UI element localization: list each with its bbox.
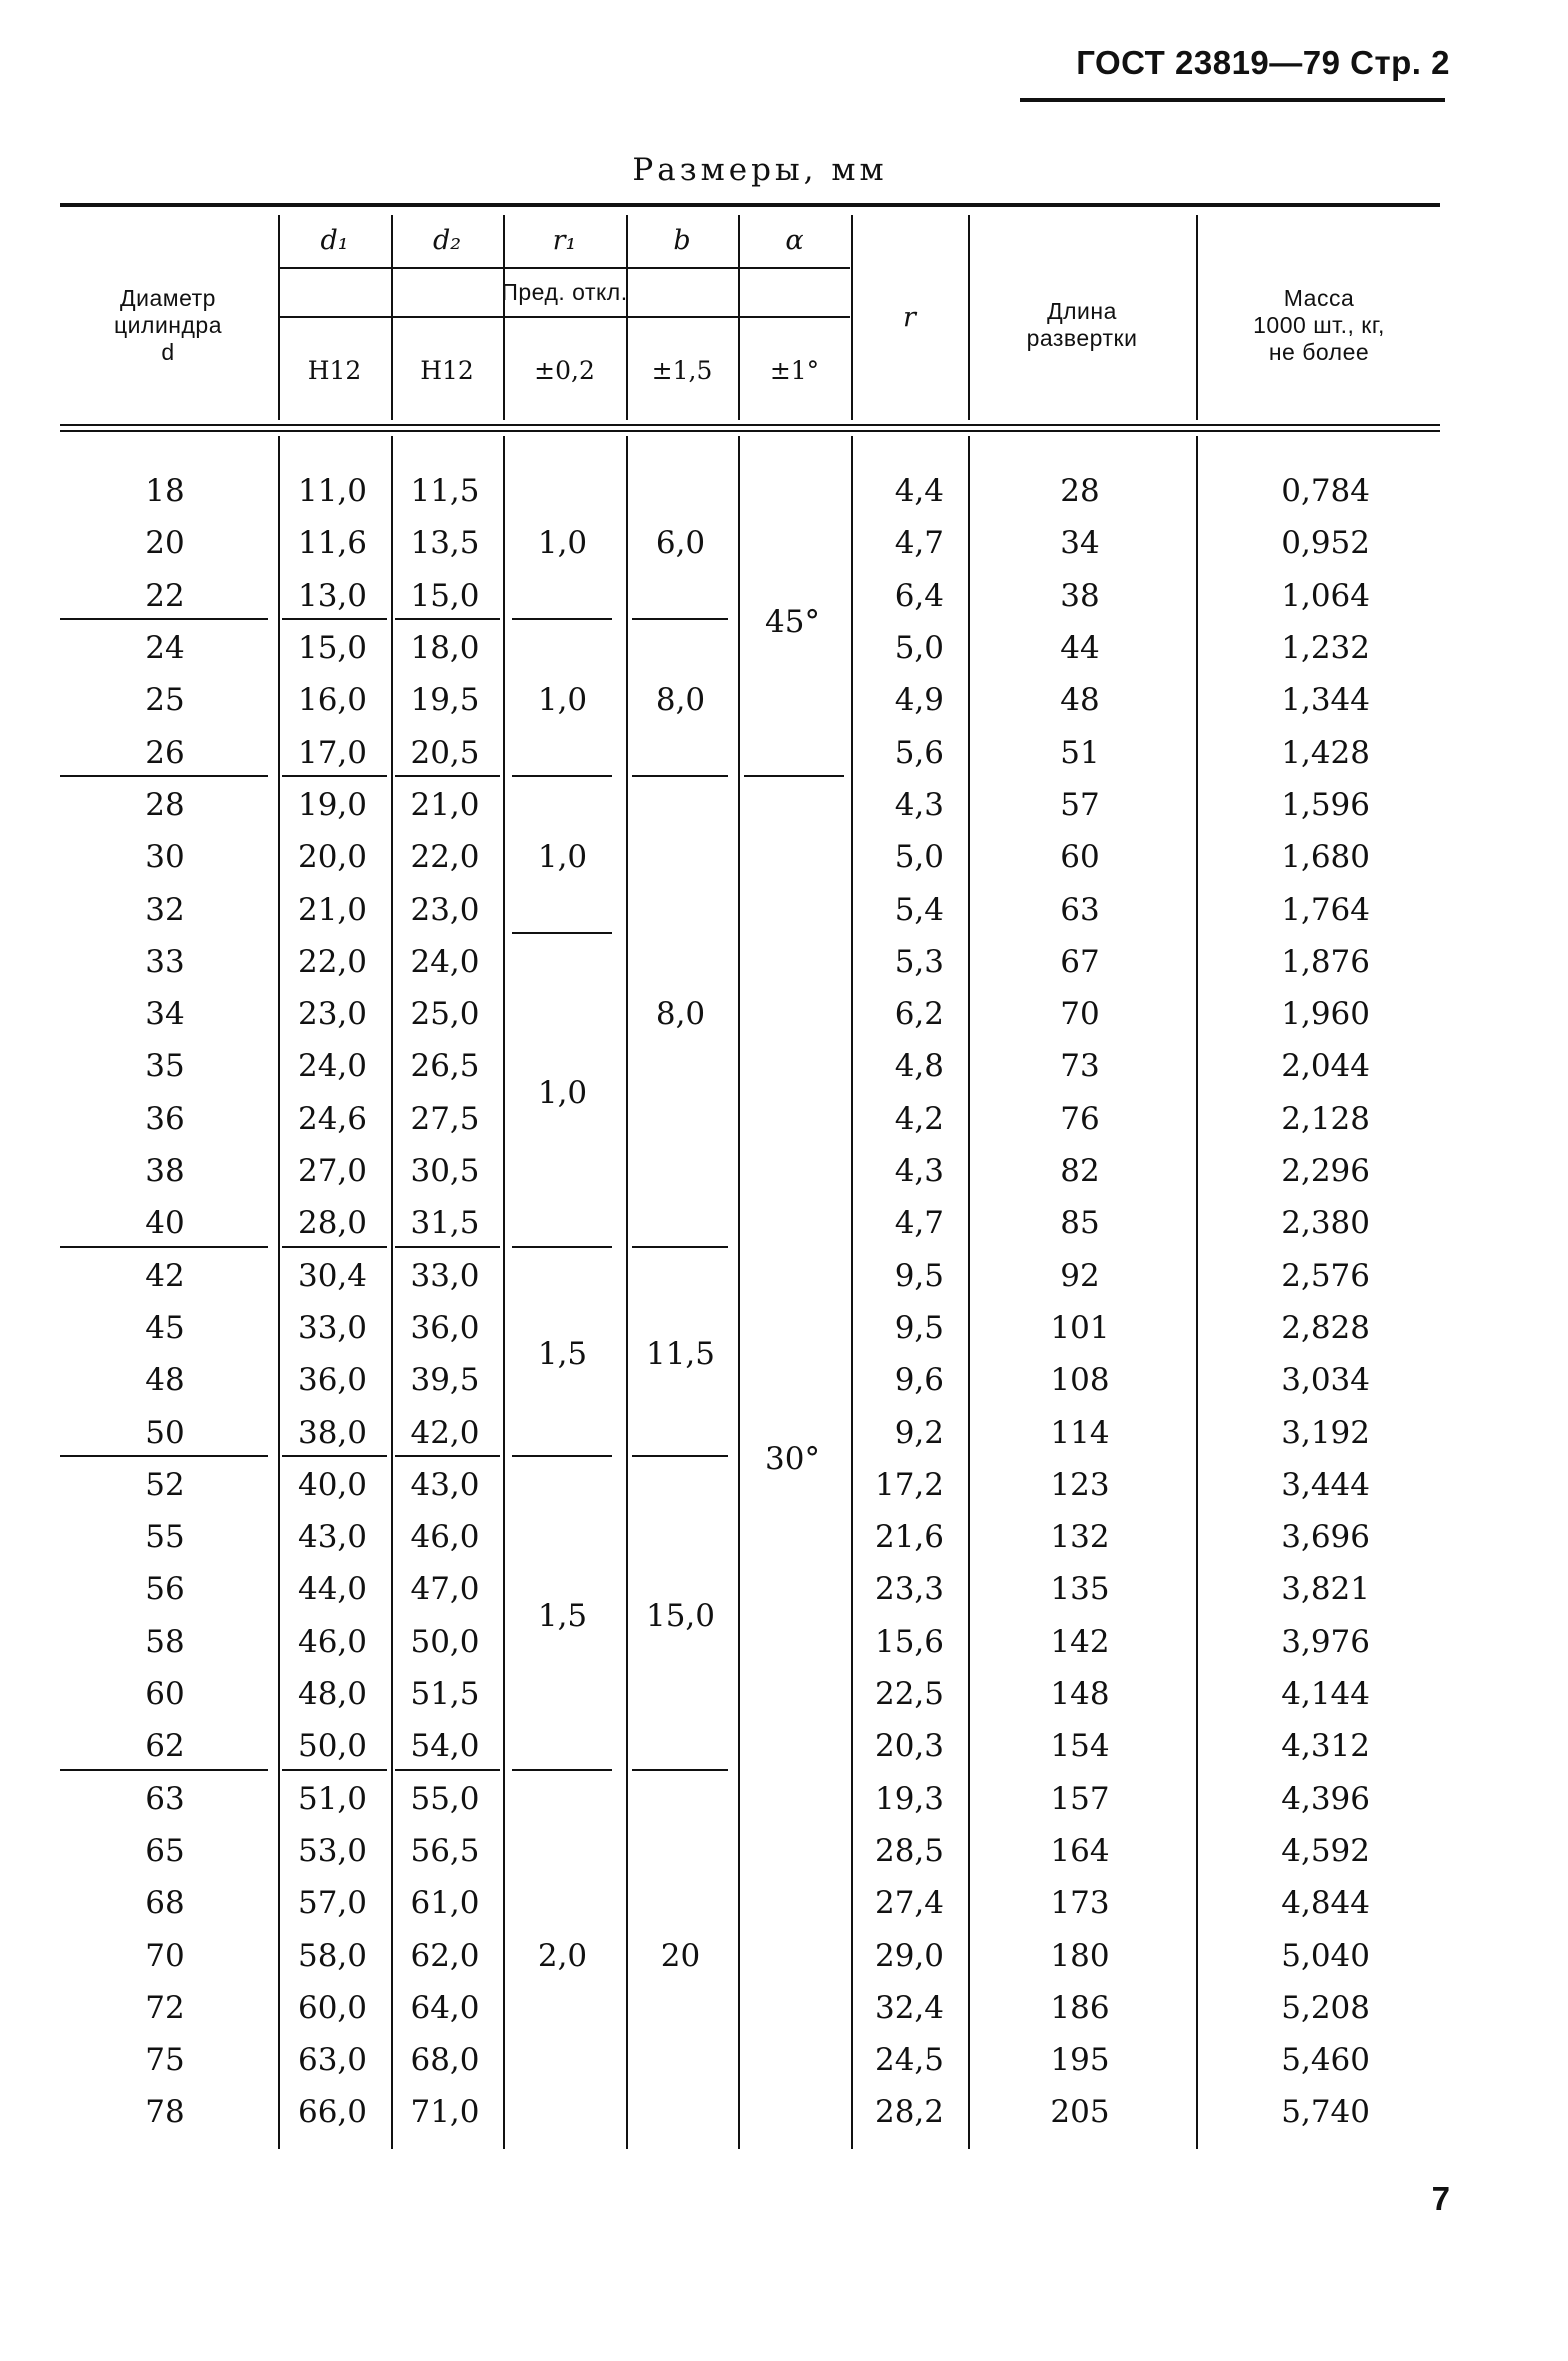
cell-r: 21,6 bbox=[874, 1519, 944, 1556]
cell-d1: 40,0 bbox=[297, 1466, 368, 1503]
cell-r1-group: 1,0 bbox=[537, 682, 588, 719]
col-header-alpha: α bbox=[785, 224, 804, 256]
group-separator-b bbox=[632, 775, 728, 777]
cell-d2: 64,0 bbox=[410, 1989, 480, 2026]
cell-r1-group: 1,5 bbox=[537, 1336, 588, 1373]
cell-length: 38 bbox=[1060, 577, 1100, 614]
group-separator-d1 bbox=[282, 1455, 387, 1457]
cell-r: 15,6 bbox=[874, 1623, 944, 1660]
cell-r1-group: 1,0 bbox=[537, 839, 588, 876]
cell-d1: 27,0 bbox=[297, 1153, 368, 1190]
cell-d: 52 bbox=[145, 1466, 185, 1503]
page-number: 7 bbox=[1431, 2180, 1450, 2217]
table-caption: Размеры, мм bbox=[632, 152, 888, 188]
cell-d1: 11,6 bbox=[297, 525, 368, 562]
cell-r: 9,2 bbox=[894, 1414, 944, 1451]
cell-mass: 1,876 bbox=[1281, 943, 1370, 980]
cell-length: 114 bbox=[1050, 1414, 1110, 1451]
cell-mass: 2,576 bbox=[1281, 1257, 1370, 1294]
cell-d1: 20,0 bbox=[297, 839, 368, 876]
cell-d2: 15,0 bbox=[410, 577, 480, 614]
cell-r: 4,4 bbox=[894, 473, 944, 510]
cell-mass: 0,784 bbox=[1281, 473, 1370, 510]
cell-d1: 48,0 bbox=[297, 1676, 368, 1713]
group-separator-d2 bbox=[395, 775, 500, 777]
col-header-d1: d₁ bbox=[320, 224, 349, 256]
col-header-tol-d1: H12 bbox=[307, 355, 362, 385]
cell-r1-group: 1,5 bbox=[537, 1597, 588, 1634]
cell-d2: 36,0 bbox=[410, 1309, 480, 1346]
cell-r: 28,5 bbox=[874, 1832, 944, 1869]
cell-d2: 19,5 bbox=[410, 682, 480, 719]
cell-mass: 3,696 bbox=[1281, 1519, 1370, 1556]
cell-d: 50 bbox=[145, 1414, 185, 1451]
col-header-tol-r1: ±0,2 bbox=[534, 355, 595, 385]
cell-length: 73 bbox=[1060, 1048, 1100, 1085]
cell-length: 164 bbox=[1050, 1832, 1110, 1869]
cell-b-group: 8,0 bbox=[655, 996, 706, 1033]
cell-d1: 23,0 bbox=[297, 996, 368, 1033]
cell-r: 9,5 bbox=[894, 1257, 944, 1294]
cell-mass: 4,844 bbox=[1281, 1885, 1370, 1922]
cell-r1-group: 1,0 bbox=[537, 1074, 588, 1111]
cell-alpha-group: 30° bbox=[765, 1440, 820, 1477]
cell-d2: 26,5 bbox=[410, 1048, 480, 1085]
cell-d: 28 bbox=[145, 786, 185, 823]
header-rule bbox=[1020, 98, 1445, 102]
cell-d: 20 bbox=[145, 525, 185, 562]
cell-length: 142 bbox=[1050, 1623, 1110, 1660]
cell-mass: 1,344 bbox=[1281, 682, 1370, 719]
cell-d2: 11,5 bbox=[410, 473, 480, 510]
cell-d: 65 bbox=[145, 1832, 185, 1869]
cell-d: 32 bbox=[145, 891, 185, 928]
cell-d2: 62,0 bbox=[410, 1937, 480, 1974]
cell-d2: 13,5 bbox=[410, 525, 480, 562]
table-top-rule bbox=[60, 203, 1440, 207]
cell-d2: 56,5 bbox=[410, 1832, 480, 1869]
cell-d2: 25,0 bbox=[410, 996, 480, 1033]
cell-r1-group: 1,0 bbox=[537, 525, 588, 562]
cell-d1: 17,0 bbox=[297, 734, 368, 771]
cell-d1: 53,0 bbox=[297, 1832, 368, 1869]
group-separator-d1 bbox=[282, 618, 387, 620]
cell-d1: 51,0 bbox=[297, 1780, 368, 1817]
cell-mass: 4,592 bbox=[1281, 1832, 1370, 1869]
col-header-diameter: Диаметр цилиндра d bbox=[114, 284, 222, 365]
cell-d2: 27,5 bbox=[410, 1100, 480, 1137]
cell-d1: 36,0 bbox=[297, 1362, 368, 1399]
cell-d2: 30,5 bbox=[410, 1153, 480, 1190]
cell-r: 9,5 bbox=[894, 1309, 944, 1346]
group-separator-d1 bbox=[282, 1769, 387, 1771]
cell-d: 33 bbox=[145, 943, 185, 980]
group-separator-d bbox=[60, 1455, 268, 1457]
group-separator-alpha bbox=[744, 775, 844, 777]
cell-d2: 43,0 bbox=[410, 1466, 480, 1503]
cell-mass: 1,064 bbox=[1281, 577, 1370, 614]
cell-d2: 50,0 bbox=[410, 1623, 480, 1660]
cell-length: 28 bbox=[1060, 473, 1100, 510]
cell-d1: 58,0 bbox=[297, 1937, 368, 1974]
cell-mass: 2,128 bbox=[1281, 1100, 1370, 1137]
cell-mass: 2,380 bbox=[1281, 1205, 1370, 1242]
cell-length: 132 bbox=[1050, 1519, 1110, 1556]
cell-d: 72 bbox=[145, 1989, 185, 2026]
cell-length: 108 bbox=[1050, 1362, 1110, 1399]
cell-r1-group: 2,0 bbox=[537, 1937, 588, 1974]
group-separator-r1 bbox=[512, 1246, 612, 1248]
cell-b-group: 11,5 bbox=[645, 1336, 716, 1373]
cell-length: 48 bbox=[1060, 682, 1100, 719]
cell-d2: 21,0 bbox=[410, 786, 480, 823]
cell-length: 92 bbox=[1060, 1257, 1100, 1294]
cell-d: 18 bbox=[145, 473, 185, 510]
group-separator-r1 bbox=[512, 932, 612, 934]
cell-d1: 50,0 bbox=[297, 1728, 368, 1765]
cell-length: 186 bbox=[1050, 1989, 1110, 2026]
cell-length: 57 bbox=[1060, 786, 1100, 823]
cell-mass: 4,312 bbox=[1281, 1728, 1370, 1765]
cell-r: 4,3 bbox=[894, 786, 944, 823]
cell-d: 30 bbox=[145, 839, 185, 876]
cell-r: 4,7 bbox=[894, 1205, 944, 1242]
col-header-r1: r₁ bbox=[552, 224, 577, 256]
cell-d2: 18,0 bbox=[410, 630, 480, 667]
cell-length: 51 bbox=[1060, 734, 1100, 771]
header-subrule-mid bbox=[280, 316, 850, 318]
cell-mass: 1,764 bbox=[1281, 891, 1370, 928]
cell-r: 4,3 bbox=[894, 1153, 944, 1190]
group-separator-d bbox=[60, 1246, 268, 1248]
cell-d1: 13,0 bbox=[297, 577, 368, 614]
cell-r: 27,4 bbox=[874, 1885, 944, 1922]
cell-d: 78 bbox=[145, 2094, 185, 2131]
cell-r: 6,4 bbox=[894, 577, 944, 614]
cell-d: 35 bbox=[145, 1048, 185, 1085]
cell-mass: 3,192 bbox=[1281, 1414, 1370, 1451]
cell-length: 76 bbox=[1060, 1100, 1100, 1137]
cell-r: 9,6 bbox=[894, 1362, 944, 1399]
cell-d1: 60,0 bbox=[297, 1989, 368, 2026]
cell-mass: 1,960 bbox=[1281, 996, 1370, 1033]
cell-d1: 43,0 bbox=[297, 1519, 368, 1556]
cell-d2: 46,0 bbox=[410, 1519, 480, 1556]
cell-r: 20,3 bbox=[874, 1728, 944, 1765]
cell-d2: 22,0 bbox=[410, 839, 480, 876]
cell-d: 36 bbox=[145, 1100, 185, 1137]
cell-r: 5,0 bbox=[894, 839, 944, 876]
cell-r: 5,0 bbox=[894, 630, 944, 667]
group-separator-d1 bbox=[282, 1246, 387, 1248]
cell-r: 6,2 bbox=[894, 996, 944, 1033]
cell-d: 45 bbox=[145, 1309, 185, 1346]
group-separator-r1 bbox=[512, 1769, 612, 1771]
cell-d: 42 bbox=[145, 1257, 185, 1294]
cell-length: 154 bbox=[1050, 1728, 1110, 1765]
cell-length: 34 bbox=[1060, 525, 1100, 562]
cell-length: 205 bbox=[1050, 2094, 1110, 2131]
cell-r: 4,9 bbox=[894, 682, 944, 719]
cell-d1: 22,0 bbox=[297, 943, 368, 980]
cell-d2: 42,0 bbox=[410, 1414, 480, 1451]
cell-length: 44 bbox=[1060, 630, 1100, 667]
cell-d2: 24,0 bbox=[410, 943, 480, 980]
cell-length: 82 bbox=[1060, 1153, 1100, 1190]
cell-mass: 1,428 bbox=[1281, 734, 1370, 771]
cell-r: 5,4 bbox=[894, 891, 944, 928]
cell-mass: 2,296 bbox=[1281, 1153, 1370, 1190]
cell-r: 5,3 bbox=[894, 943, 944, 980]
cell-d2: 39,5 bbox=[410, 1362, 480, 1399]
col-header-tol-d2: H12 bbox=[420, 355, 474, 385]
cell-r: 22,5 bbox=[874, 1676, 944, 1713]
cell-length: 135 bbox=[1050, 1571, 1110, 1608]
cell-r: 29,0 bbox=[874, 1937, 944, 1974]
cell-length: 195 bbox=[1050, 2042, 1110, 2079]
cell-d1: 21,0 bbox=[297, 891, 368, 928]
group-separator-r1 bbox=[512, 618, 612, 620]
cell-r: 28,2 bbox=[874, 2094, 944, 2131]
cell-mass: 3,444 bbox=[1281, 1466, 1370, 1503]
cell-d2: 31,5 bbox=[410, 1205, 480, 1242]
cell-d: 63 bbox=[145, 1780, 185, 1817]
col-header-length: Длина развертки bbox=[1026, 298, 1138, 351]
cell-r: 32,4 bbox=[874, 1989, 944, 2026]
cell-length: 70 bbox=[1060, 996, 1100, 1033]
cell-d1: 30,4 bbox=[297, 1257, 368, 1294]
cell-d: 55 bbox=[145, 1519, 185, 1556]
cell-mass: 3,034 bbox=[1281, 1362, 1370, 1399]
cell-alpha-group: 45° bbox=[765, 603, 820, 640]
cell-d1: 28,0 bbox=[297, 1205, 368, 1242]
header-subrule-top bbox=[280, 267, 850, 269]
cell-r: 23,3 bbox=[874, 1571, 944, 1608]
cell-mass: 3,976 bbox=[1281, 1623, 1370, 1660]
cell-d1: 24,6 bbox=[297, 1100, 368, 1137]
group-separator-b bbox=[632, 1769, 728, 1771]
cell-d1: 66,0 bbox=[297, 2094, 368, 2131]
cell-length: 173 bbox=[1050, 1885, 1110, 1922]
cell-d: 38 bbox=[145, 1153, 185, 1190]
group-separator-d2 bbox=[395, 1246, 500, 1248]
cell-d2: 20,5 bbox=[410, 734, 480, 771]
cell-d2: 71,0 bbox=[410, 2094, 480, 2131]
cell-d: 56 bbox=[145, 1571, 185, 1608]
group-separator-d2 bbox=[395, 618, 500, 620]
cell-d2: 47,0 bbox=[410, 1571, 480, 1608]
cell-d1: 15,0 bbox=[297, 630, 368, 667]
cell-d2: 55,0 bbox=[410, 1780, 480, 1817]
cell-r: 19,3 bbox=[874, 1780, 944, 1817]
cell-d1: 19,0 bbox=[297, 786, 368, 823]
cell-length: 101 bbox=[1050, 1309, 1110, 1346]
cell-length: 123 bbox=[1050, 1466, 1110, 1503]
cell-d1: 16,0 bbox=[297, 682, 368, 719]
cell-b-group: 8,0 bbox=[655, 682, 706, 719]
cell-d: 68 bbox=[145, 1885, 185, 1922]
cell-d1: 33,0 bbox=[297, 1309, 368, 1346]
col-header-limit-deviations: Пред. откл. bbox=[501, 278, 628, 305]
cell-mass: 2,828 bbox=[1281, 1309, 1370, 1346]
group-separator-r1 bbox=[512, 1455, 612, 1457]
cell-d1: 63,0 bbox=[297, 2042, 368, 2079]
cell-length: 60 bbox=[1060, 839, 1100, 876]
group-separator-d bbox=[60, 775, 268, 777]
cell-d: 26 bbox=[145, 734, 185, 771]
cell-d: 34 bbox=[145, 996, 185, 1033]
cell-length: 85 bbox=[1060, 1205, 1100, 1242]
cell-mass: 1,680 bbox=[1281, 839, 1370, 876]
header-double-rule-b bbox=[60, 430, 1440, 432]
page-header-title: ГОСТ 23819—79 Стр. 2 bbox=[1076, 44, 1450, 81]
cell-d: 40 bbox=[145, 1205, 185, 1242]
header-double-rule-a bbox=[60, 424, 1440, 426]
cell-d1: 24,0 bbox=[297, 1048, 368, 1085]
cell-mass: 1,232 bbox=[1281, 630, 1370, 667]
group-separator-d bbox=[60, 1769, 268, 1771]
cell-b-group: 15,0 bbox=[645, 1597, 716, 1634]
cell-r: 17,2 bbox=[874, 1466, 944, 1503]
cell-b-group: 20 bbox=[660, 1937, 701, 1974]
cell-b-group: 6,0 bbox=[655, 525, 706, 562]
cell-mass: 5,208 bbox=[1281, 1989, 1370, 2026]
col-header-d2: d₂ bbox=[432, 224, 462, 256]
group-separator-b bbox=[632, 1246, 728, 1248]
group-separator-d2 bbox=[395, 1769, 500, 1771]
cell-d2: 61,0 bbox=[410, 1885, 480, 1922]
group-separator-d1 bbox=[282, 775, 387, 777]
cell-d: 60 bbox=[145, 1676, 185, 1713]
cell-r: 24,5 bbox=[874, 2042, 944, 2079]
cell-r: 4,7 bbox=[894, 525, 944, 562]
cell-mass: 0,952 bbox=[1281, 525, 1370, 562]
cell-mass: 2,044 bbox=[1281, 1048, 1370, 1085]
group-separator-b bbox=[632, 618, 728, 620]
cell-d1: 11,0 bbox=[297, 473, 368, 510]
cell-d2: 23,0 bbox=[410, 891, 480, 928]
cell-mass: 1,596 bbox=[1281, 786, 1370, 823]
cell-length: 180 bbox=[1050, 1937, 1110, 1974]
cell-d2: 51,5 bbox=[410, 1676, 480, 1713]
col-header-tol-alpha: ±1° bbox=[769, 355, 820, 385]
group-separator-r1 bbox=[512, 775, 612, 777]
cell-length: 148 bbox=[1050, 1676, 1110, 1713]
col-header-r: r bbox=[903, 302, 916, 333]
cell-d: 48 bbox=[145, 1362, 185, 1399]
cell-length: 157 bbox=[1050, 1780, 1110, 1817]
cell-mass: 5,040 bbox=[1281, 1937, 1370, 1974]
cell-mass: 3,821 bbox=[1281, 1571, 1370, 1608]
cell-d: 70 bbox=[145, 1937, 185, 1974]
cell-d1: 44,0 bbox=[297, 1571, 368, 1608]
cell-d: 25 bbox=[145, 682, 185, 719]
col-header-mass: Масса 1000 шт., кг, не более bbox=[1253, 284, 1385, 365]
cell-d: 22 bbox=[145, 577, 185, 614]
cell-d: 24 bbox=[145, 630, 185, 667]
group-separator-d2 bbox=[395, 1455, 500, 1457]
cell-mass: 5,460 bbox=[1281, 2042, 1370, 2079]
group-separator-b bbox=[632, 1455, 728, 1457]
cell-r: 4,2 bbox=[894, 1100, 944, 1137]
cell-r: 4,8 bbox=[894, 1048, 944, 1085]
col-header-b: b bbox=[673, 224, 691, 256]
cell-mass: 4,144 bbox=[1281, 1676, 1370, 1713]
cell-d1: 38,0 bbox=[297, 1414, 368, 1451]
cell-d2: 33,0 bbox=[410, 1257, 480, 1294]
cell-d: 58 bbox=[145, 1623, 185, 1660]
cell-d1: 57,0 bbox=[297, 1885, 368, 1922]
col-header-tol-b: ±1,5 bbox=[651, 355, 713, 385]
cell-d2: 68,0 bbox=[410, 2042, 480, 2079]
cell-length: 63 bbox=[1060, 891, 1100, 928]
cell-r: 5,6 bbox=[894, 734, 944, 771]
cell-length: 67 bbox=[1060, 943, 1100, 980]
cell-d1: 46,0 bbox=[297, 1623, 368, 1660]
cell-mass: 5,740 bbox=[1281, 2094, 1370, 2131]
cell-d: 75 bbox=[145, 2042, 185, 2079]
cell-d: 62 bbox=[145, 1728, 185, 1765]
group-separator-d bbox=[60, 618, 268, 620]
cell-mass: 4,396 bbox=[1281, 1780, 1370, 1817]
cell-d2: 54,0 bbox=[410, 1728, 480, 1765]
